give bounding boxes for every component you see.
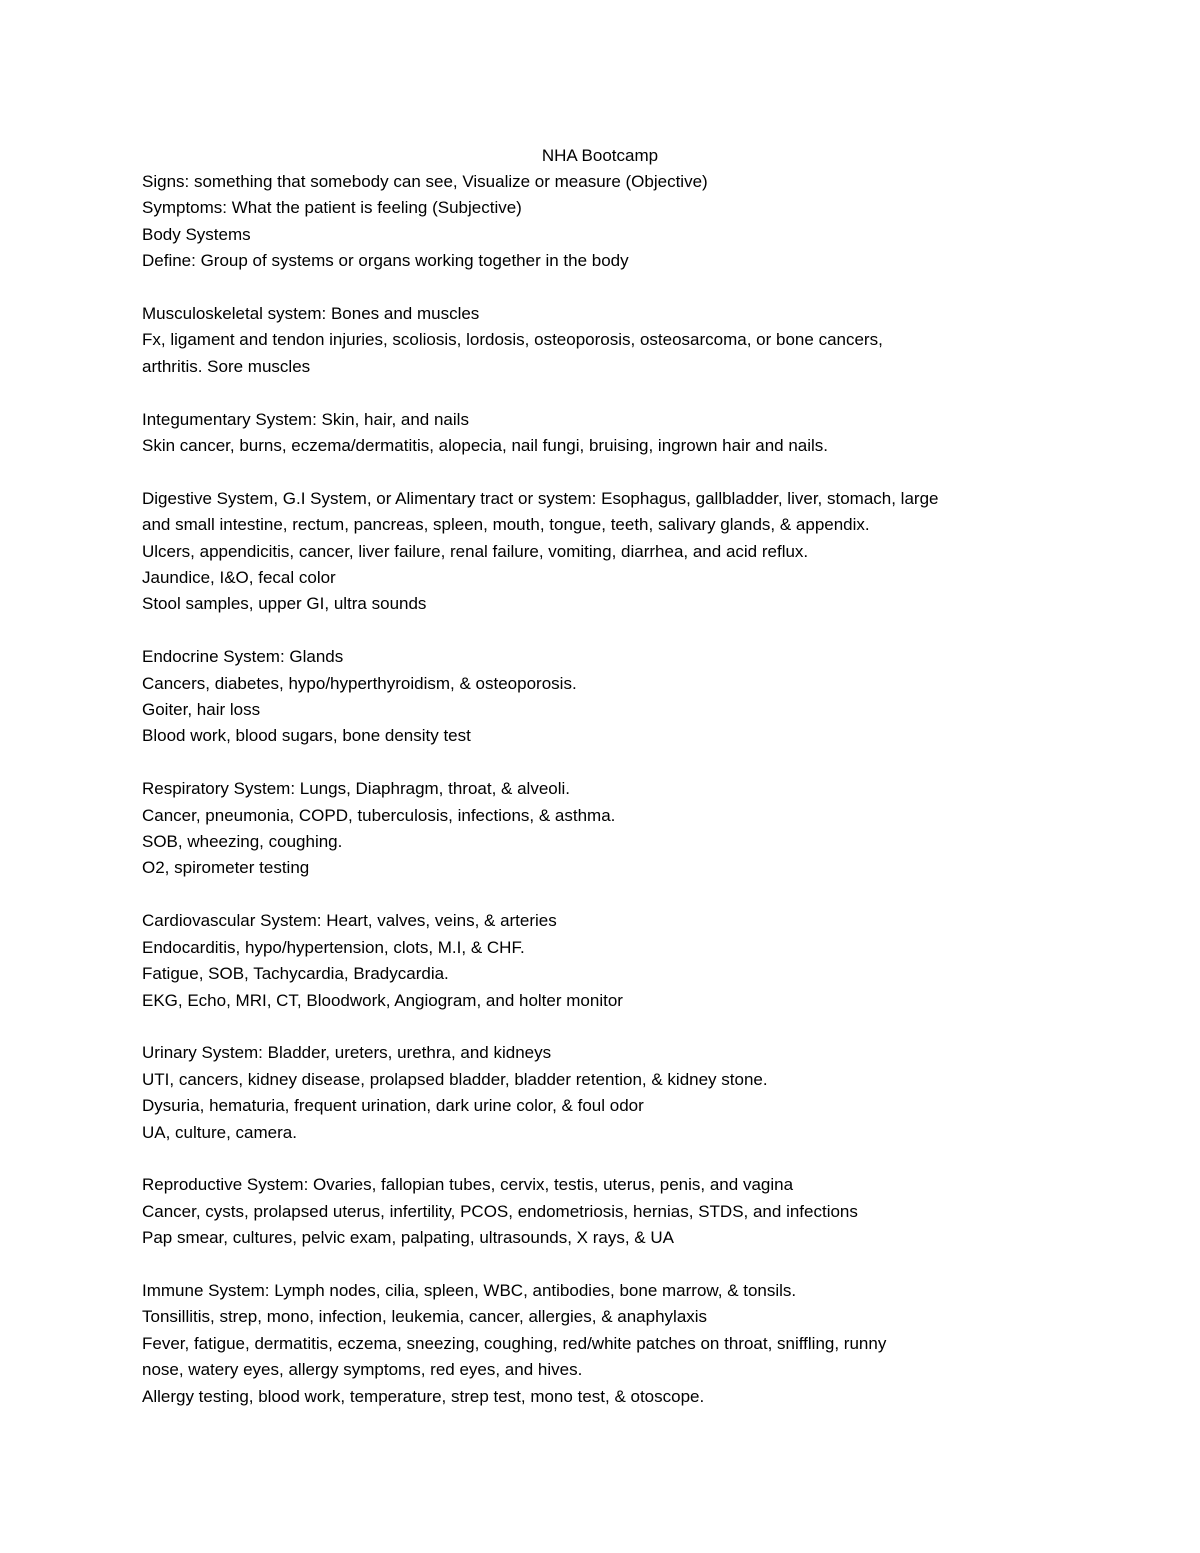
section-line: Fx, ligament and tendon injuries, scoliosis, lordosis, osteoporosis, osteosarcoma, or bone cancers,: [142, 330, 883, 350]
section-cardiovascular: [142, 908, 1102, 1014]
section-line: and small intestine, rectum, pancreas, spleen, mouth, tongue, teeth, salivary glands, & appendix.: [142, 515, 870, 535]
section-line: Jaundice, I&O, fecal color: [142, 568, 336, 588]
section-line: Dysuria, hematuria, frequent urination, dark urine color, & foul odor: [142, 1096, 644, 1116]
section-heading: Cardiovascular System: Heart, valves, veins, & arteries: [142, 911, 557, 931]
section-line: O2, spirometer testing: [142, 858, 310, 878]
body-systems-heading: Body Systems: [142, 224, 251, 244]
section-line: nose, watery eyes, allergy symptoms, red eyes, and hives.: [142, 1360, 583, 1380]
intro-block: [142, 169, 1102, 275]
section-line: SOB, wheezing, coughing.: [142, 832, 343, 852]
section-heading: Immune System: Lymph nodes, cilia, spleen, WBC, antibodies, bone marrow, & tonsils.: [142, 1280, 797, 1300]
section-line: Cancers, diabetes, hypo/hyperthyroidism, & osteoporosis.: [142, 673, 577, 693]
symptoms-definition: Symptoms: What the patient is feeling (Subjective): [142, 198, 522, 218]
document-title: NHA Bootcamp: [541, 146, 659, 165]
section-line: UTI, cancers, kidney disease, prolapsed bladder, bladder retention, & kidney stone.: [142, 1069, 768, 1089]
section-heading: Integumentary System: Skin, hair, and nails: [142, 409, 469, 429]
section-line: arthritis. Sore muscles: [142, 356, 311, 376]
section-heading: Endocrine System: Glands: [142, 647, 344, 667]
section-heading: Reproductive System: Ovaries, fallopian tubes, cervix, testis, uterus, penis, and vagina: [142, 1175, 794, 1195]
section-line: Fatigue, SOB, Tachycardia, Bradycardia.: [142, 964, 449, 984]
section-heading: Respiratory System: Lungs, Diaphragm, throat, & alveoli.: [142, 779, 571, 799]
section-line: Allergy testing, blood work, temperature, strep test, mono test, & otoscope.: [142, 1386, 705, 1406]
section-line: Endocarditis, hypo/hypertension, clots, M.I, & CHF.: [142, 937, 525, 957]
body-systems-definition: Define: Group of systems or organs working together in the body: [142, 251, 629, 271]
section-heading: Digestive System, G.I System, or Alimentary tract or system: Esophagus, gallbladder, liver, stomach, large: [142, 488, 939, 508]
section-integumentary: [142, 407, 1102, 460]
section-endocrine: [142, 644, 1102, 750]
section-line: Pap smear, cultures, pelvic exam, palpating, ultrasounds, X rays, & UA: [142, 1228, 674, 1248]
section-digestive: [142, 486, 1102, 618]
section-line: Fever, fatigue, dermatitis, eczema, sneezing, coughing, red/white patches on throat, sniffling, runny: [142, 1333, 887, 1353]
section-urinary: [142, 1040, 1102, 1146]
section-line: Tonsillitis, strep, mono, infection, leukemia, cancer, allergies, & anaphylaxis: [142, 1307, 708, 1327]
section-heading: Musculoskeletal system: Bones and muscles: [142, 304, 480, 324]
section-line: Blood work, blood sugars, bone density test: [142, 726, 471, 746]
section-line: EKG, Echo, MRI, CT, Bloodwork, Angiogram, and holter monitor: [142, 990, 623, 1010]
section-line: Goiter, hair loss: [142, 700, 261, 720]
section-reproductive: [142, 1172, 1102, 1251]
section-line: Cancer, pneumonia, COPD, tuberculosis, infections, & asthma.: [142, 805, 616, 825]
section-line: Stool samples, upper GI, ultra sounds: [142, 594, 427, 614]
section-line: Skin cancer, burns, eczema/dermatitis, alopecia, nail fungi, bruising, ingrown hair and nails.: [142, 436, 829, 456]
section-line: Ulcers, appendicitis, cancer, liver failure, renal failure, vomiting, diarrhea, and acid reflux.: [142, 541, 809, 561]
section-heading: Urinary System: Bladder, ureters, urethra, and kidneys: [142, 1043, 552, 1063]
signs-definition: Signs: something that somebody can see, Visualize or measure (Objective): [142, 172, 708, 191]
section-immune: [142, 1278, 1102, 1410]
section-line: Cancer, cysts, prolapsed uterus, infertility, PCOS, endometriosis, hernias, STDS, and infections: [142, 1201, 858, 1221]
section-respiratory: [142, 776, 1102, 882]
section-musculoskeletal: [142, 301, 1102, 380]
section-line: UA, culture, camera.: [142, 1122, 297, 1142]
document-body: [142, 169, 1102, 1410]
